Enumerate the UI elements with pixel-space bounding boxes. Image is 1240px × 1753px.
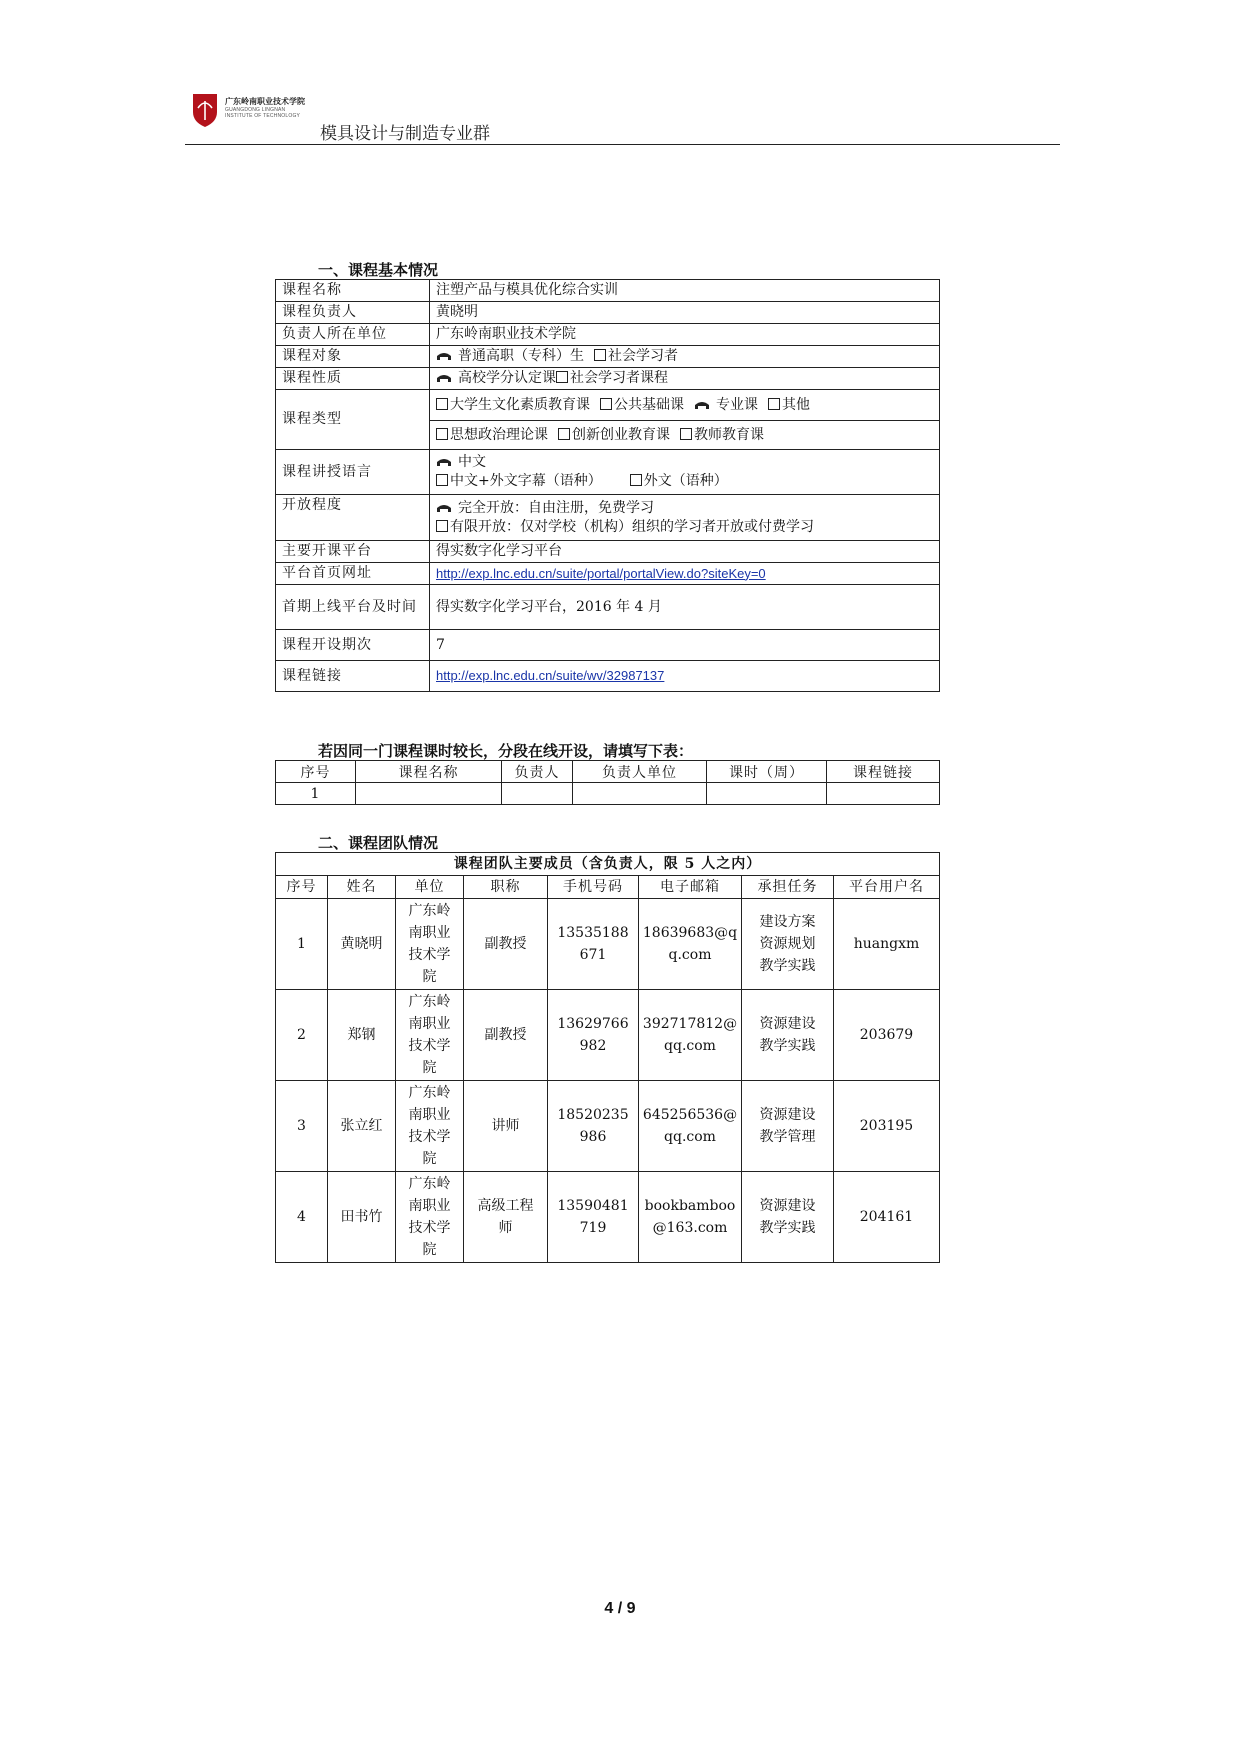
table-cell [356,783,502,805]
row-label: 平台首页网址 [276,563,430,585]
table-cell [573,783,707,805]
table-row [276,302,940,324]
member-no: 4 [276,1172,328,1263]
segment-title: 若因同一门课程课时较长，分段在线开设，请填写下表： [318,742,694,760]
email-line: 18639683@q [642,925,738,941]
member-title: 副教授 [464,899,548,990]
course-link-cell [430,661,940,692]
member-unit: 广东岭南职业技术学院 [408,903,451,985]
table-row [276,899,940,990]
phone-line: 13590481 [557,1198,629,1214]
type-options-line-1 [430,390,940,421]
table-row [276,630,940,661]
table-row [276,450,940,495]
member-email [639,1172,742,1263]
checkbox-icon [436,428,448,440]
checked-mark-icon [436,503,452,513]
member-no: 2 [276,990,328,1081]
row-label: 课程负责人 [276,302,430,324]
table-row [276,495,940,541]
column-header: 负责人 [502,761,573,783]
type-options-line-2 [430,421,940,450]
task-line: 建设方案 [759,914,816,930]
checkbox-icon [768,398,780,410]
member-username: 204161 [834,1172,940,1263]
email-line: 392717812@ [642,1016,738,1032]
member-unit: 广东岭南职业技术学院 [408,1176,451,1258]
task-line: 资源规划 [759,936,816,952]
member-phone [548,990,639,1081]
checkbox-icon [558,428,570,440]
member-phone [548,899,639,990]
task-line: 教学管理 [759,1129,816,1145]
table-cell [502,783,573,805]
column-header: 序号 [276,761,356,783]
email-line: q.com [668,947,712,963]
column-header: 课时（周） [707,761,827,783]
member-task [742,990,834,1081]
team-table-title: 课程团队主要成员（含负责人，限 5 人之内） [276,853,940,876]
checkbox-icon [630,474,642,486]
table-row [276,990,940,1081]
table-row [276,563,940,585]
audience-option-2: 社会学习者 [608,348,678,364]
school-logo [191,92,219,128]
member-username: 203679 [834,990,940,1081]
row-label: 课程链接 [276,661,430,692]
phone-line: 13535188 [557,925,629,941]
table-title-row [276,853,940,876]
course-info-table [275,279,940,692]
checkbox-icon [436,520,448,532]
member-name: 郑钢 [328,990,396,1081]
course-lead: 黄晓明 [430,302,940,324]
member-name: 张立红 [328,1081,396,1172]
email-line: 645256536@ [642,1107,738,1123]
member-title-cell [464,1172,548,1263]
course-link[interactable]: http://exp.lnc.edu.cn/suite/wv/32987137 [436,668,665,683]
phone-line: 671 [579,947,607,963]
member-username: 203195 [834,1081,940,1172]
school-name-en-2: INSTITUTE OF TECHNOLOGY [225,113,301,119]
member-unit-cell [396,990,464,1081]
language-options [430,450,940,495]
email-line: bookbamboo [644,1198,736,1214]
type-option: 思想政治理论课 [450,426,548,443]
row-label: 首期上线平台及时间 [276,585,430,630]
checkbox-icon [556,371,568,383]
platform-url-link[interactable]: http://exp.lnc.edu.cn/suite/portal/portalView.do?siteKey=0 [436,565,766,581]
table-row [276,585,940,630]
email-line: @163.com [652,1220,728,1236]
segment-table [275,760,940,805]
school-name-en-1: GUANGDONG LINGNAN [225,107,286,113]
table-row [276,346,940,368]
task-line: 教学实践 [759,958,816,974]
table-row [276,280,940,302]
member-phone [548,1081,639,1172]
lead-unit: 广东岭南职业技术学院 [430,324,940,346]
type-option: 专业课 [716,396,758,413]
phone-line: 986 [579,1129,607,1145]
column-header: 序号 [276,876,328,899]
table-row [276,324,940,346]
member-task [742,899,834,990]
member-unit: 广东岭南职业技术学院 [408,994,451,1076]
member-no: 3 [276,1081,328,1172]
table-row [276,1172,940,1263]
task-line: 教学实践 [759,1038,816,1054]
type-option: 大学生文化素质教育课 [450,396,590,413]
checked-mark-icon [694,400,710,410]
type-option: 其他 [782,396,810,413]
email-line: qq.com [664,1129,716,1145]
checkbox-icon [594,349,606,361]
member-unit-cell [396,1081,464,1172]
column-header: 课程名称 [356,761,502,783]
member-no: 1 [276,899,328,990]
language-option-3: 外文（语种） [643,473,728,489]
task-line: 资源建设 [759,1198,816,1214]
column-header: 承担任务 [742,876,834,899]
column-header: 电子邮箱 [639,876,742,899]
checkbox-icon [436,474,448,486]
column-header: 姓名 [328,876,396,899]
table-row [276,368,940,390]
member-unit: 广东岭南职业技术学院 [408,1085,451,1167]
member-email [639,990,742,1081]
column-header: 课程链接 [827,761,940,783]
language-option-2: 中文+外文字幕（语种） [450,473,602,489]
language-option-1: 中文 [458,454,486,470]
row-label: 课程对象 [276,346,430,368]
checkbox-icon [600,398,612,410]
checked-mark-icon [436,457,452,467]
type-option: 创新创业教育课 [572,426,670,443]
column-header: 平台用户名 [834,876,940,899]
type-option: 公共基础课 [614,396,684,413]
task-line: 资源建设 [759,1016,816,1032]
first-launch: 得实数字化学习平台，2016 年 4 月 [430,585,940,630]
school-name-cn: 广东岭南职业技术学院 [225,97,305,106]
table-row [276,390,940,421]
checkbox-icon [680,428,692,440]
column-header: 手机号码 [548,876,639,899]
nature-options [430,368,940,390]
member-title: 高级工程师 [477,1198,534,1236]
column-header: 单位 [396,876,464,899]
row-label: 课程性质 [276,368,430,390]
course-name: 注塑产品与模具优化综合实训 [430,280,940,302]
table-cell [707,783,827,805]
checked-mark-icon [436,351,452,361]
member-unit-cell [396,899,464,990]
row-label: 开放程度 [276,495,430,541]
openness-option-1: 完全开放：自由注册，免费学习 [458,499,654,516]
row-label: 主要开课平台 [276,541,430,563]
table-row [276,1081,940,1172]
member-title: 讲师 [464,1081,548,1172]
type-option: 教师教育课 [694,426,764,443]
page-header [185,88,1060,145]
group-title: 模具设计与制造专业群 [320,124,490,144]
table-header-row [276,761,940,783]
member-username: huangxm [834,899,940,990]
member-name: 田书竹 [328,1172,396,1263]
team-table [275,852,940,1263]
phone-line: 13629766 [557,1016,629,1032]
table-row [276,661,940,692]
section2-title: 二、课程团队情况 [318,834,439,852]
table-cell [827,783,940,805]
member-email [639,899,742,990]
member-unit-cell [396,1172,464,1263]
member-task [742,1172,834,1263]
page-number: 4 / 9 [604,1600,636,1617]
member-name: 黄晓明 [328,899,396,990]
row-label: 课程讲授语言 [276,450,430,495]
column-header: 职称 [464,876,548,899]
nature-option-1: 高校学分认定课 [458,370,556,386]
email-line: qq.com [664,1038,716,1054]
table-row [276,783,940,805]
platform-url-cell [430,563,940,585]
member-title: 副教授 [464,990,548,1081]
session-count: 7 [430,630,940,661]
column-header: 负责人单位 [573,761,707,783]
audience-options [430,346,940,368]
phone-line: 18520235 [557,1107,629,1123]
task-line: 资源建设 [759,1107,816,1123]
table-header-row [276,876,940,899]
row-label: 负责人所在单位 [276,324,430,346]
phone-line: 982 [579,1038,607,1054]
section1-title: 一、课程基本情况 [318,261,439,279]
member-task [742,1081,834,1172]
phone-line: 719 [579,1220,607,1236]
audience-option-1: 普通高职（专科）生 [458,348,584,364]
school-name [225,96,305,119]
member-email [639,1081,742,1172]
table-cell: 1 [276,783,356,805]
row-label: 课程开设期次 [276,630,430,661]
checkbox-icon [436,398,448,410]
openness-options [430,495,940,541]
checked-mark-icon [436,373,452,383]
row-label: 课程类型 [276,390,430,450]
row-label: 课程名称 [276,280,430,302]
openness-option-2: 有限开放：仅对学校（机构）组织的学习者开放或付费学习 [450,518,814,535]
main-platform: 得实数字化学习平台 [430,541,940,563]
task-line: 教学实践 [759,1220,816,1236]
nature-option-2: 社会学习者课程 [570,370,668,386]
member-phone [548,1172,639,1263]
table-row [276,541,940,563]
